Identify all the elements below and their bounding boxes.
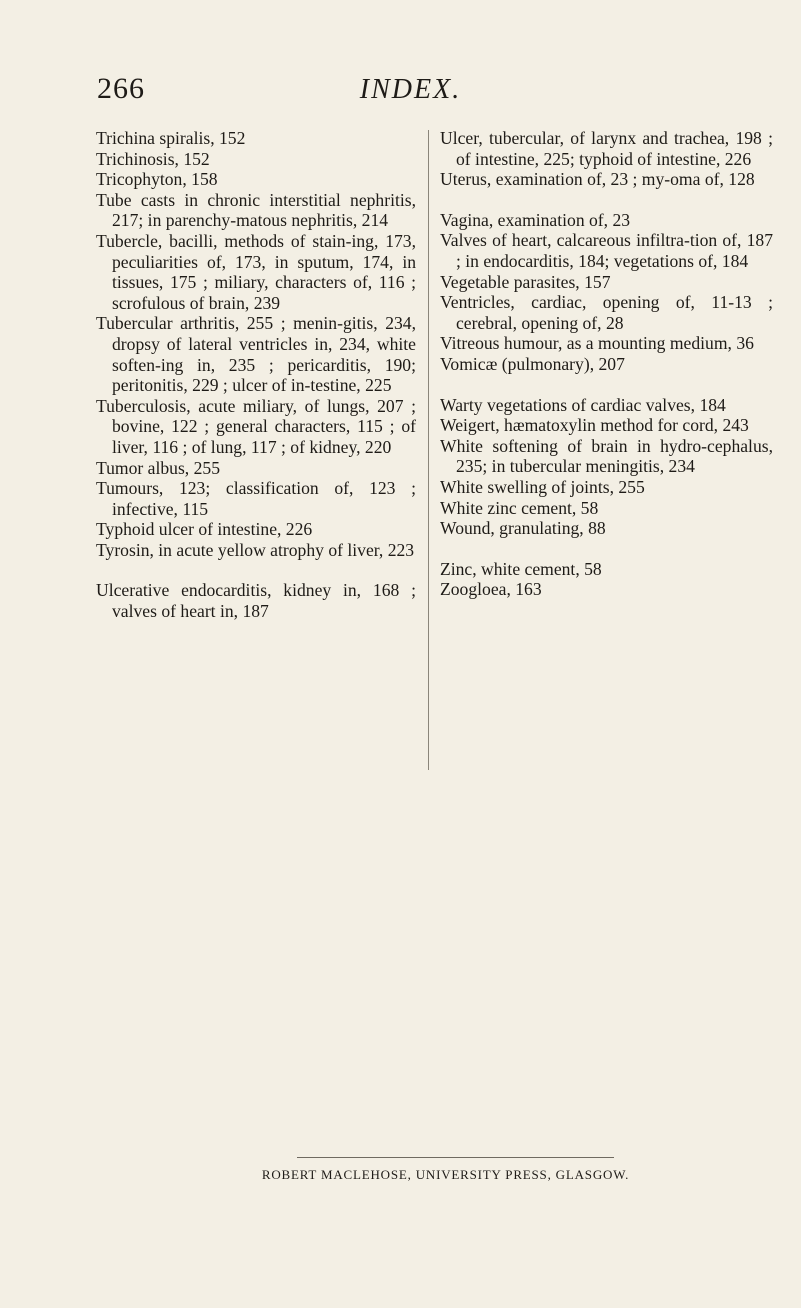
index-entry: Trichinosis, 152 xyxy=(96,148,210,169)
running-head: INDEX. xyxy=(359,74,462,105)
index-entry: Vagina, examination of, 23 xyxy=(440,209,631,230)
section-gap xyxy=(96,560,416,580)
index-entry: Vitreous humour, as a mounting medium, 36 xyxy=(440,333,754,354)
index-entry: Tubercular arthritis, 255 ; menin-gitis, 234, dropsy of lateral ventricles in, 234, white soften-ing in, 235 ; pericarditis, 190; peritonitis, 229 ; ulcer of in-testine, 225 xyxy=(96,313,416,396)
index-entry: Ulcer, tubercular, of larynx and trachea, 198 ; of intestine, 225; typhoid of intestine, 226 xyxy=(440,128,773,169)
index-entry: Valves of heart, calcareous infiltra-tion of, 187 ; in endocarditis, 184; vegetations of, 184 xyxy=(440,230,773,271)
index-entry: Ulcerative endocarditis, kidney in, 168 ; valves of heart in, 187 xyxy=(96,580,416,622)
section-gap xyxy=(440,539,773,559)
section-gap xyxy=(440,375,773,395)
index-entry: Tube casts in chronic interstitial nephritis, 217; in parenchy-matous nephritis, 214 xyxy=(96,189,416,231)
section-gap xyxy=(440,190,773,210)
footer-rule xyxy=(297,1157,614,1158)
index-entry: Wound, granulating, 88 xyxy=(440,518,606,539)
index-entry: Ventricles, cardiac, opening of, 11-13 ; cerebral, opening of, 28 xyxy=(440,292,773,333)
column-divider xyxy=(428,130,429,770)
index-entry: Tricophyton, 158 xyxy=(96,169,218,190)
index-column-right xyxy=(440,128,773,600)
printer-imprint: ROBERT MACLEHOSE, UNIVERSITY PRESS, GLASGOW. xyxy=(261,1167,630,1182)
index-entry: Typhoid ulcer of intestine, 226 xyxy=(96,519,313,540)
page-number: 266 xyxy=(97,72,145,105)
index-entry: Tumor albus, 255 xyxy=(96,457,220,478)
index-column-left xyxy=(96,128,416,622)
index-entry: Tuberculosis, acute miliary, of lungs, 207 ; bovine, 122 ; general characters, 115 ; of liver, 116 ; of lung, 117 ; of kidney, 220 xyxy=(96,395,416,457)
index-entry: Trichina spiralis, 152 xyxy=(96,128,246,148)
index-entry: Tyrosin, in acute yellow atrophy of liver, 223 xyxy=(96,539,415,560)
index-entry: White swelling of joints, 255 xyxy=(440,476,645,497)
index-entry: Uterus, examination of, 23 ; my-oma of, 128 xyxy=(440,169,755,190)
index-entry: Zinc, white cement, 58 xyxy=(440,558,602,579)
index-entry: White softening of brain in hydro-cephalus, 235; in tubercular meningitis, 234 xyxy=(440,435,773,477)
index-entry: Zoogloea, 163 xyxy=(440,579,542,600)
index-entry: White zinc cement, 58 xyxy=(440,497,599,518)
index-entry: Vomicæ (pulmonary), 207 xyxy=(440,353,625,374)
index-entry: Tumours, 123; classification of, 123 ; infective, 115 xyxy=(96,478,416,519)
index-entry: Vegetable parasites, 157 xyxy=(440,271,611,292)
index-entry: Weigert, hæmatoxylin method for cord, 243 xyxy=(440,415,749,436)
index-entry: Tubercle, bacilli, methods of stain-ing, 173, peculiarities of, 173, in sputum, 174, in tissues, 175 ; miliary, characters of, 116 ; scrofulous of brain, 239 xyxy=(96,230,416,313)
index-entry: Warty vegetations of cardiac valves, 184 xyxy=(440,394,726,415)
